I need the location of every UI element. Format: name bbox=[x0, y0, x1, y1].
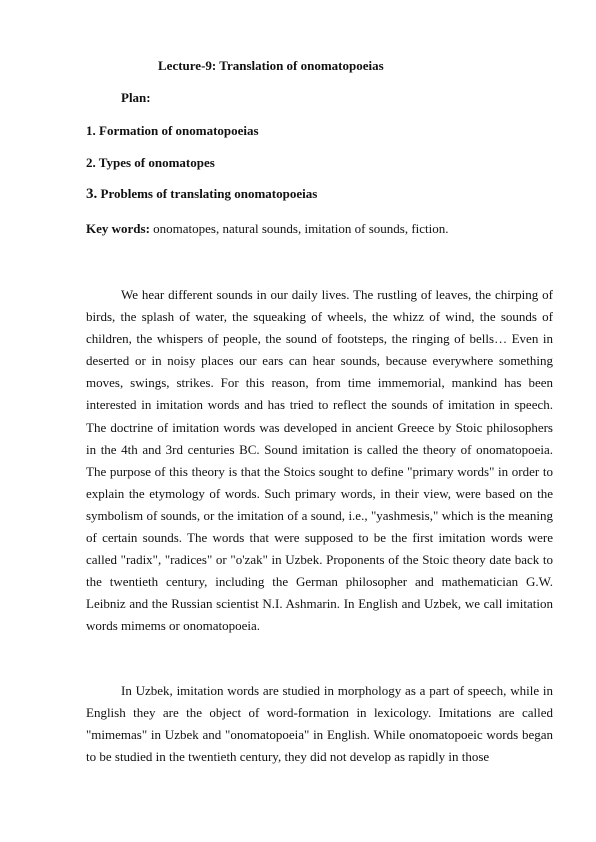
plan-item-2 bbox=[86, 155, 215, 171]
plan-item-1 bbox=[86, 123, 259, 139]
lecture-title: Lecture-9: Translation of onomatopoeias bbox=[158, 58, 384, 73]
plan-item-text: Formation of onomatopoeias bbox=[99, 123, 259, 138]
plan-item-3 bbox=[86, 186, 317, 203]
key-words-line bbox=[86, 221, 449, 237]
plan-item-number: 2. bbox=[86, 155, 96, 170]
key-words-label: Key words: bbox=[86, 221, 150, 236]
plan-item-text: Types of onomatopes bbox=[98, 155, 215, 170]
plan-item-number: 1. bbox=[86, 123, 96, 138]
key-words-text: onomatopes, natural sounds, imitation of sounds, fiction. bbox=[153, 221, 449, 236]
body-paragraph-2: In Uzbek, imitation words are studied in morphology as a part of speech, while in English they are the object of word-formation in lexicology. Imitations are called "mimemas" in Uzbek and "onomatopoeia" in English. While onomatopoeic words began to be studied in the twentieth century, they did not develop as rapidly in those bbox=[86, 683, 553, 765]
plan-heading: Plan: bbox=[121, 90, 151, 105]
plan-item-number: 3. bbox=[86, 186, 98, 202]
plan-item-text: Problems of translating onomatopoeias bbox=[100, 186, 318, 201]
body-paragraph-1: We hear different sounds in our daily lives. The rustling of leaves, the chirping of birds, the splash of water, the squeaking of wheels, the whizz of wind, the sounds of children, the whispers of people, the sound of footsteps, the ringing of bells… Even in deserted or in noisy places our ears can hear sounds, because everywhere something moves, swings, strikes. For this reason, from time immemorial, mankind has been interested in imitation words and has tried to reflect the sounds of imitation in speech. The doctrine of imitation words was developed in ancient Greece by Stoic philosophers in the 4th and 3rd centuries BC. Sound imitation is called the theory of onomatopoeia. The purpose of this theory is that the Stoics sought to define "primary words" in order to explain the etymology of words. Such primary words, in their view, were based on the symbolism of sounds, or the imitation of a sound, i.e., "yashmesis," which is the meaning of certain sounds. The words that were supposed to be the first imitation words were called "radix", "radices" or "o'zak" in Uzbek. Proponents of the Stoic theory date back to the twentieth century, including the German philosopher and mathematician G.W. Leibniz and the Russian scientist N.I. Ashmarin. In English and Uzbek, we call imitation words mimems or onomatopoeia. bbox=[86, 287, 553, 634]
